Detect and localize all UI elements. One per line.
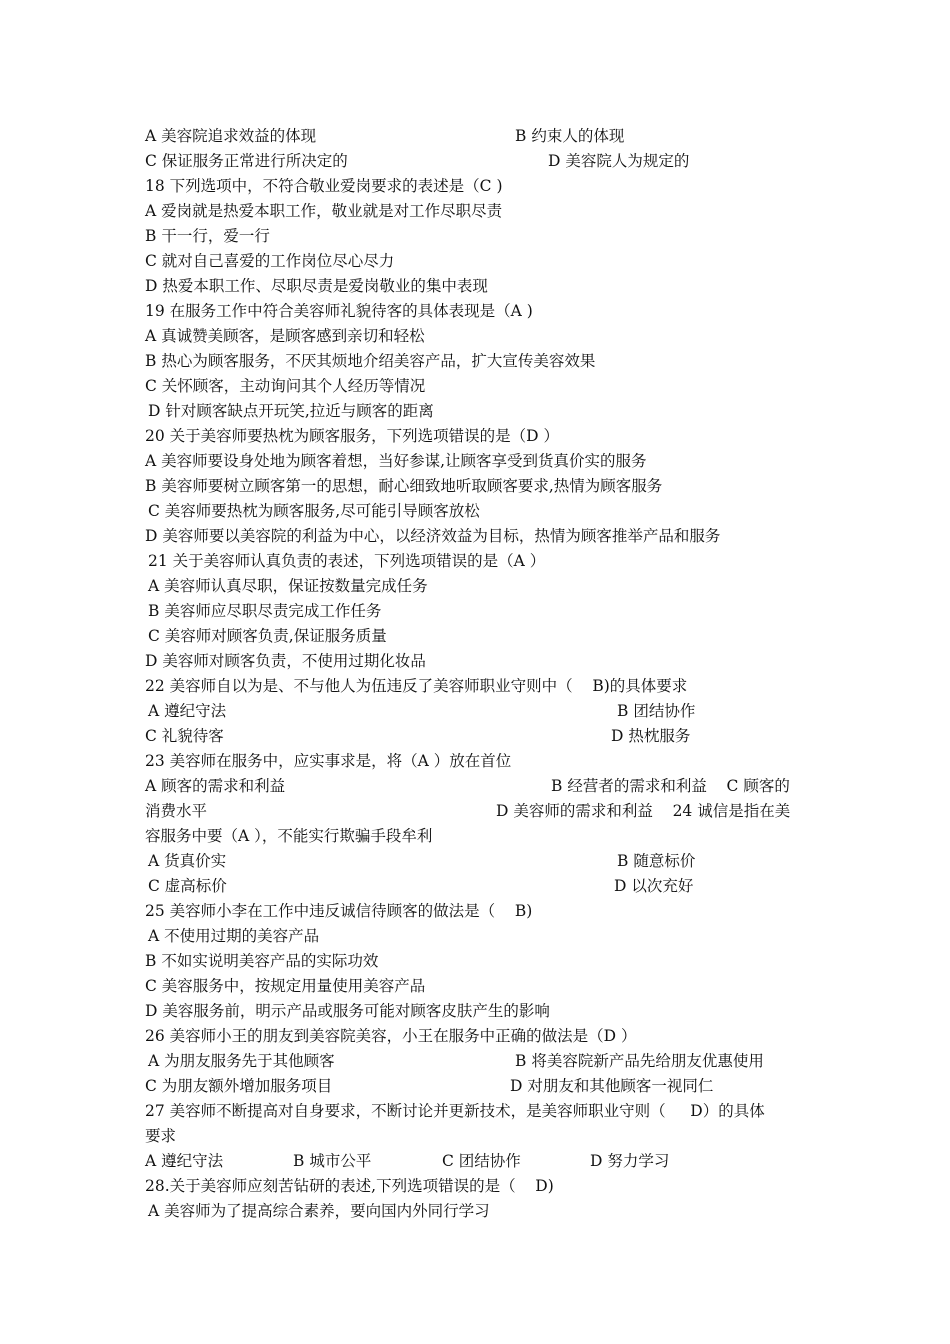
text-line: D 美容师的需求和利益 24 诚信是指在美 <box>496 802 791 820</box>
question-text: 28.关于美容师应刻苦钻研的表述,下列选项错误的是（ D) <box>145 1177 554 1195</box>
text-line: A 美容师要设身处地为顾客着想，当好参谋,让顾客享受到货真价实的服务 <box>145 452 647 470</box>
text-line: 消费水平 <box>145 802 208 820</box>
text-line: C 美容服务中，按规定用量使用美容产品 <box>145 977 426 995</box>
text-line: B 随意标价 <box>617 852 696 870</box>
question-text: 18 下列选项中，不符合敬业爱岗要求的表述是（C ) <box>145 177 503 195</box>
text-line: D 美容服务前，明示产品或服务可能对顾客皮肤产生的影响 <box>145 1002 550 1020</box>
text-line: B 城市公平 <box>293 1152 372 1170</box>
question-text: 23 美容师在服务中，应实事求是，将（A ）放在首位 <box>145 752 512 770</box>
text-line: C 礼貌待客 <box>145 727 224 745</box>
question-text: 22 美容师自以为是、不与他人为伍违反了美容师职业守则中（ B)的具体要求 <box>145 677 688 695</box>
text-line: D 热枕服务 <box>611 727 691 745</box>
text-line: C 就对自己喜爱的工作岗位尽心尽力 <box>145 252 395 270</box>
text-line: D 美容师对顾客负责，不使用过期化妆品 <box>145 652 426 670</box>
text-line: B 美容师要树立顾客第一的思想，耐心细致地听取顾客要求,热情为顾客服务 <box>145 477 663 495</box>
text-line: D 努力学习 <box>590 1152 670 1170</box>
question-text: 20 关于美容师要热枕为顾客服务，下列选项错误的是（D ） <box>145 427 560 445</box>
question-text: 26 美容师小王的朋友到美容院美容，小王在服务中正确的做法是（D ） <box>145 1027 637 1045</box>
question-text: 19 在服务工作中符合美容师礼貌待客的具体表现是（A ) <box>145 302 533 320</box>
text-line: B 将美容院新产品先给朋友优惠使用 <box>515 1052 764 1070</box>
text-line: B 经营者的需求和利益 C 顾客的 <box>551 777 790 795</box>
text-line: C 虚高标价 <box>148 877 227 895</box>
text-line: A 为朋友服务先于其他顾客 <box>148 1052 335 1070</box>
text-line: D 针对顾客缺点开玩笑,拉近与顾客的距离 <box>148 402 434 420</box>
text-line: A 爱岗就是热爱本职工作，敬业就是对工作尽职尽责 <box>145 202 503 220</box>
text-line: D 美容师要以美容院的利益为中心，以经济效益为目标，热情为顾客推举产品和服务 <box>145 527 721 545</box>
text-line: C 为朋友额外增加服务项目 <box>145 1077 333 1095</box>
text-line: C 团结协作 <box>442 1152 521 1170</box>
text-line: A 顾客的需求和利益 <box>145 777 286 795</box>
text-line: C 美容师要热枕为顾客服务,尽可能引导顾客放松 <box>148 502 480 520</box>
text-line: A 遵纪守法 <box>148 702 227 720</box>
text-line: A 美容院追求效益的体现 <box>145 127 317 145</box>
text-line: D 热爱本职工作、尽职尽责是爱岗敬业的集中表现 <box>145 277 488 295</box>
text-line: C 美容师对顾客负责,保证服务质量 <box>148 627 387 645</box>
text-line: B 热心为顾客服务，不厌其烦地介绍美容产品，扩大宣传美容效果 <box>145 352 596 370</box>
question-text: 21 关于美容师认真负责的表述，下列选项错误的是（A ） <box>148 552 546 570</box>
text-line: A 不使用过期的美容产品 <box>148 927 320 945</box>
text-line: D 美容院人为规定的 <box>548 152 690 170</box>
text-line: B 约束人的体现 <box>515 127 625 145</box>
question-text: 27 美容师不断提高对自身要求，不断讨论并更新技术，是美容师职业守则（ D）的具体 <box>145 1102 765 1120</box>
text-line: 容服务中要（A ），不能实行欺骗手段牟利 <box>145 827 433 845</box>
text-line: C 关怀顾客，主动询问其个人经历等情况 <box>145 377 426 395</box>
text-line: D 对朋友和其他顾客一视同仁 <box>510 1077 714 1095</box>
text-line: A 美容师为了提高综合素养，要向国内外同行学习 <box>148 1202 490 1220</box>
text-line: B 不如实说明美容产品的实际功效 <box>145 952 379 970</box>
question-text: 25 美容师小李在工作中违反诚信待顾客的做法是（ B) <box>145 902 533 920</box>
text-line: C 保证服务正常进行所决定的 <box>145 152 348 170</box>
text-line: B 美容师应尽职尽责完成工作任务 <box>148 602 382 620</box>
text-line: B 团结协作 <box>617 702 696 720</box>
text-line: A 美容师认真尽职，保证按数量完成任务 <box>148 577 428 595</box>
text-line: 要求 <box>145 1127 177 1145</box>
text-line: A 货真价实 <box>148 852 227 870</box>
text-line: A 遵纪守法 <box>145 1152 224 1170</box>
text-line: D 以次充好 <box>614 877 694 895</box>
text-line: B 干一行，爱一行 <box>145 227 270 245</box>
text-line: A 真诚赞美顾客，是顾客感到亲切和轻松 <box>145 327 425 345</box>
